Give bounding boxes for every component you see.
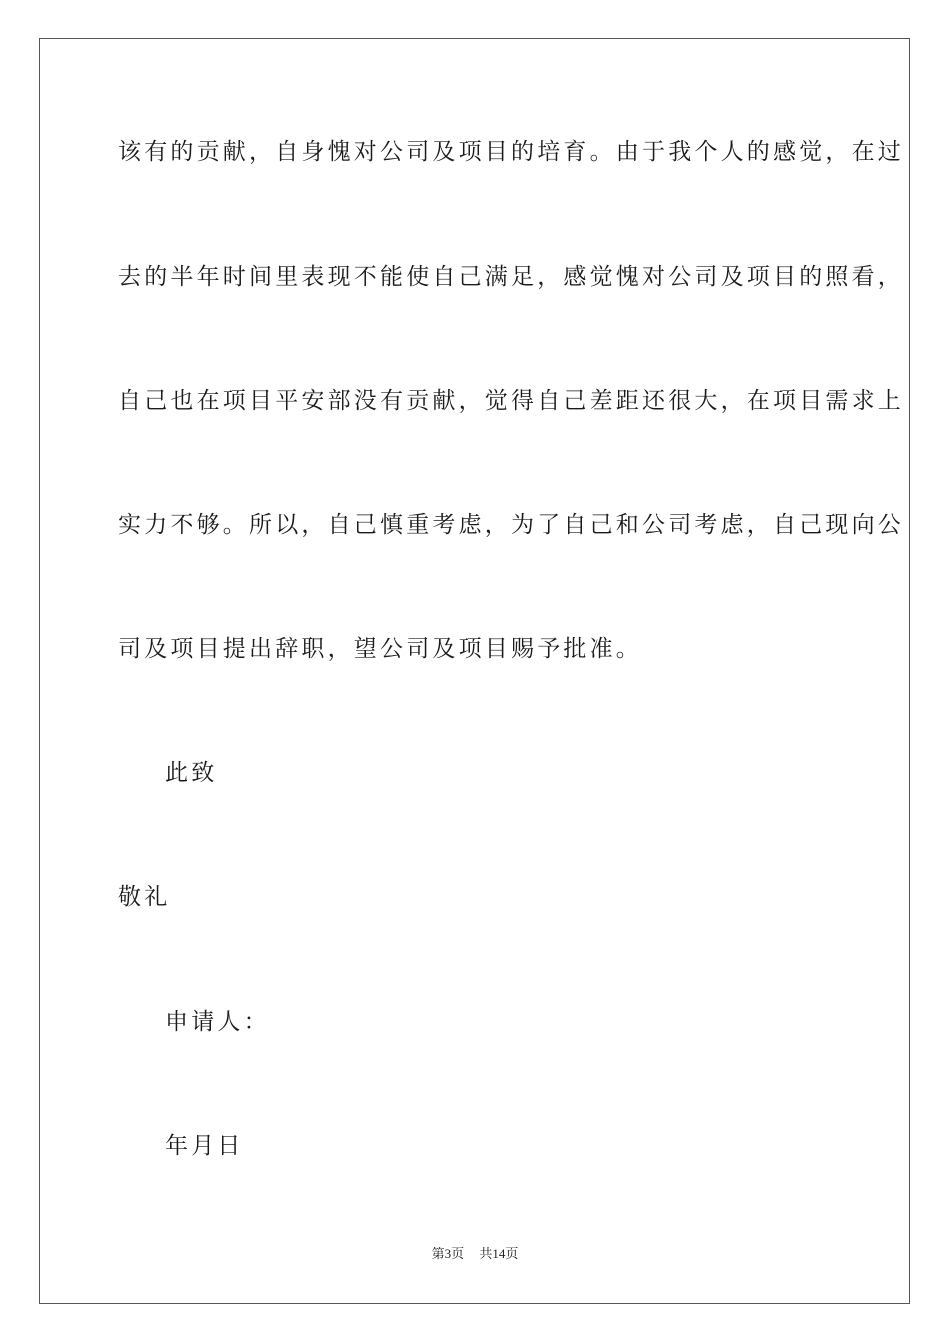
- total-pages: 共14页: [479, 1246, 519, 1261]
- page-border: [39, 38, 910, 1304]
- page-footer: [0, 1243, 950, 1262]
- page-number: 第3页: [431, 1246, 465, 1261]
- body-line-2: 去的半年时间里表现不能使自己满足，感觉愧对公司及项目的照看，: [118, 264, 904, 290]
- body-line-5: 司及项目提出辞职，望公司及项目赐予批准。: [118, 636, 642, 662]
- regards: 敬礼: [118, 884, 171, 910]
- date-label: 年月日: [165, 1133, 244, 1159]
- applicant-label: 申请人：: [165, 1009, 270, 1035]
- body-line-4: 实力不够。所以，自己慎重考虑，为了自己和公司考虑，自己现向公: [118, 512, 904, 538]
- closing-salutation: 此致: [165, 760, 218, 786]
- body-line-1: 该有的贡献，自身愧对公司及项目的培育。由于我个人的感觉，在过: [118, 139, 904, 165]
- body-line-3: 自己也在项目平安部没有贡献，觉得自己差距还很大，在项目需求上: [118, 388, 904, 414]
